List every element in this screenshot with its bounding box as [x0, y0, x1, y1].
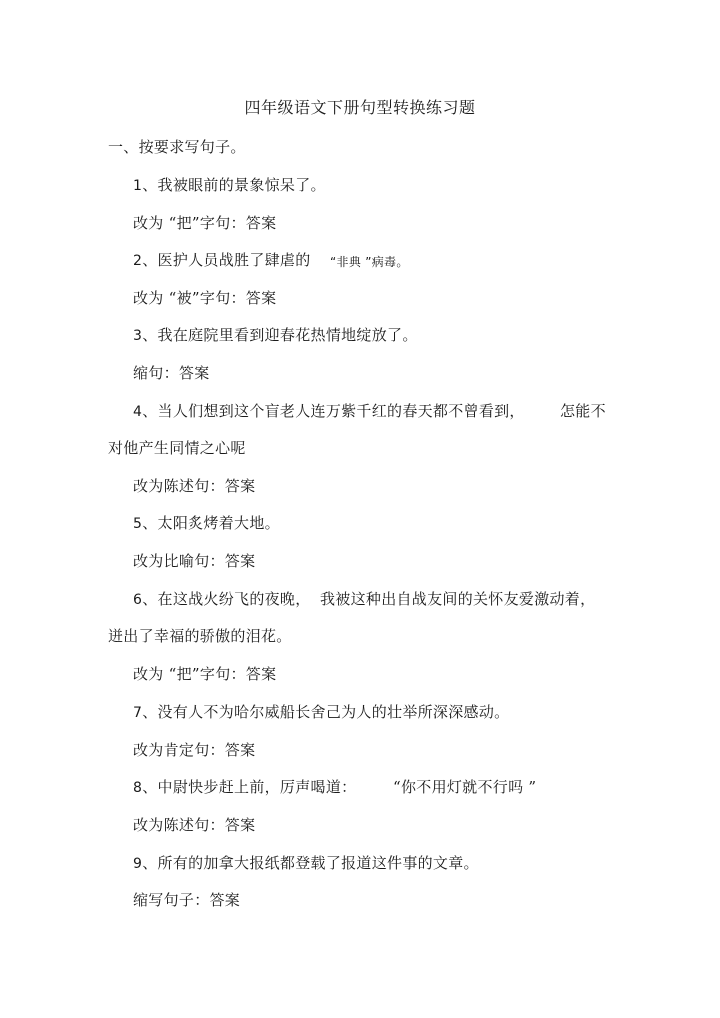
- document-title: 四年级语文下册句型转换练习题: [244, 98, 476, 117]
- quoted-term: “非典 ”病毒。: [330, 255, 409, 269]
- question-number: 3: [133, 328, 143, 344]
- question-3: [133, 325, 418, 346]
- question-number: 1: [133, 178, 143, 194]
- question-8-quote: “你不用灯就不行吗 ”: [393, 778, 537, 796]
- question-number: 7: [133, 705, 143, 721]
- question-6-continued: 我被这种出自战友间的关怀友爱激动着，: [320, 590, 596, 608]
- question-number: 9: [133, 856, 143, 872]
- question-text: 、中尉快步赶上前，厉声喝道：: [142, 778, 357, 796]
- question-2-quote: [330, 251, 409, 272]
- answer-6: 改为 “把”字句：答案: [133, 665, 277, 683]
- question-2: [133, 250, 311, 271]
- answer-4: 改为陈述句：答案: [133, 477, 256, 495]
- question-8: [133, 777, 356, 798]
- answer-5: 改为比喻句：答案: [133, 552, 256, 570]
- question-5: [133, 513, 280, 534]
- answer-2: 改为 “被”字句：答案: [133, 289, 277, 307]
- question-text: 、没有人不为哈尔威船长舍己为人的壮举所深深感动。: [142, 703, 510, 721]
- answer-8: 改为陈述句：答案: [133, 816, 256, 834]
- answer-3: 缩句：答案: [133, 364, 210, 382]
- question-4-wrap: 对他产生同情之心呢: [108, 439, 246, 457]
- answer-9: 缩写句子：答案: [133, 891, 241, 909]
- question-text: 、我在庭院里看到迎春花热情地绽放了。: [142, 326, 418, 344]
- question-7: [133, 702, 509, 723]
- question-6-wrap: 迸出了幸福的骄傲的泪花。: [108, 627, 292, 645]
- question-text: 、医护人员战胜了肆虐的: [142, 251, 311, 269]
- answer-1: 改为 “把”字句：答案: [133, 214, 277, 232]
- question-4: [133, 401, 525, 422]
- question-text: 、我被眼前的景象惊呆了。: [142, 176, 326, 194]
- question-9: [133, 853, 479, 874]
- question-text: 、当人们想到这个盲老人连万紫千红的春天都不曾看到，: [142, 402, 525, 420]
- question-4-continued: 怎能不: [560, 402, 606, 420]
- question-number: 8: [133, 780, 143, 796]
- answer-7: 改为肯定句：答案: [133, 741, 256, 759]
- question-text: 、所有的加拿大报纸都登载了报道这件事的文章。: [142, 854, 479, 872]
- question-6: [133, 589, 311, 610]
- question-number: 4: [133, 404, 143, 420]
- question-number: 6: [133, 592, 143, 608]
- question-text: 、太阳炙烤着大地。: [142, 514, 280, 532]
- question-1: [133, 175, 326, 196]
- question-number: 2: [133, 253, 143, 269]
- question-text: 、在这战火纷飞的夜晚，: [142, 590, 311, 608]
- section-heading: 一、按要求写句子。: [108, 138, 246, 156]
- question-number: 5: [133, 516, 143, 532]
